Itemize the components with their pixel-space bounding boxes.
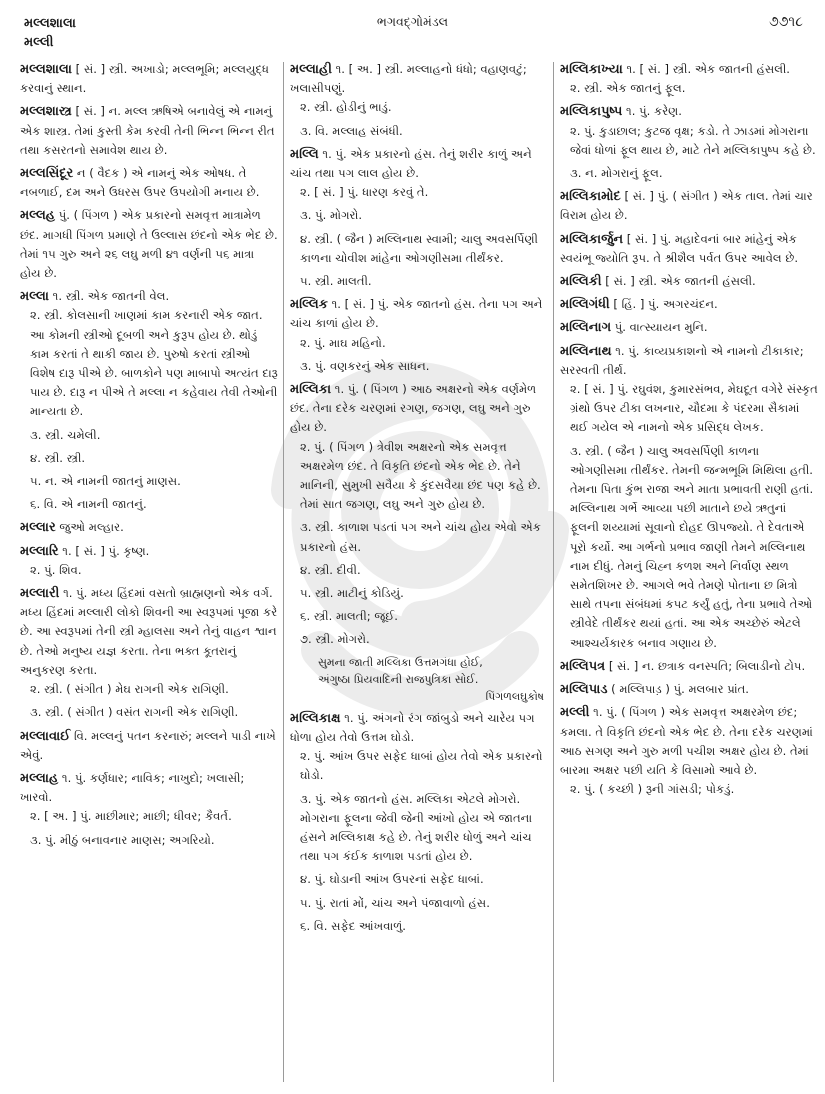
- dictionary-entry: [290, 145, 548, 291]
- definition-text: [ સં. ] ન. છત્રાક વનસ્પતિ; બિલાડીનો ટોપ.: [605, 658, 806, 673]
- sense: ૩. સ્ત્રી. ( જૈન ) ચાલુ અવસર્પિણી કાળના ઓગણીસમા તીર્થંકર. તેમની જન્મભૂમિ મિથિલા હતી. તેમના પિતા કુંભ રાજા અને માતા પ્રભાવતી રાણી હતાં. મલ્લિનાથ ગર્ભે આવ્યા પછી માતાને છયે ઋતુનાં ફૂલની શય્યામાં સૂવાનો દોહદ ઊપજ્યો. તે દેવતાએ પૂરો કર્યો. આ ગર્ભનો પ્રભાવ જાણી તેમને મલ્લિનાથ નામ દીધું. તેમનું ચિહ્ન કળશ અને નિર્વાણ સ્થળ સમેતશિખર છે. આગલે ભવે તેમણે પોતાના છ મિત્રો સાથે તપના સંબંધમાં કપટ કર્યું હતું, તેના પ્રભાવે તેઓ સ્ત્રીવેદે તીર્થંકર થયાં હતાં. આ એક અચ્છેરું એટલે આશ્ચર્યકારક બનાવ ગણાય છે.: [570, 443, 814, 650]
- definition-text: [ સં. ] પું. મહાદેવનાં બાર માંહેનું એક સ્વયંભૂ જ્યોતિ રૂપ. તે શ્રીશૈલ પર્વત ઉપર આવેલ છે.: [560, 231, 799, 265]
- quotation-source: પિંગળલઘુકોષ: [485, 689, 544, 703]
- dictionary-entry: [20, 584, 278, 722]
- column-2: [290, 60, 548, 1090]
- entry-definition: [560, 342, 818, 380]
- sense: ૨. [ અ. ] પું. માછીમાર; માછી; ધીવર; કૈવર્ત.: [30, 809, 232, 824]
- dictionary-entry: [560, 657, 818, 676]
- dictionary-entry: [20, 102, 278, 160]
- dictionary-entry: [20, 542, 278, 580]
- definition-text: ૧. પું. કાવ્યપ્રકાશનો એ નામનો ટીકાકાર; સરસ્વતી તીર્થ.: [560, 343, 804, 377]
- headword: મલ્લિકાખ્યા: [560, 62, 623, 77]
- dictionary-entry: [560, 230, 818, 268]
- sense: ૩. સ્ત્રી. ( સંગીત ) વસંત રાગની એક રાગિણી.: [30, 705, 239, 720]
- entry-definition: [290, 380, 548, 438]
- definition-text: [ હિં. ] પું. અગરચંદન.: [609, 297, 718, 312]
- sense: ૨. સ્ત્રી. હોડીનું ભાડું.: [300, 100, 392, 115]
- dictionary-entry: [560, 272, 818, 291]
- headword: મલ્લશાલા: [20, 62, 72, 77]
- sense: ૬. સ્ત્રી. માલતી; જૂઈ.: [300, 609, 398, 624]
- definition-text: ૧. પું. ( પિંગળ ) એક સમવૃત્ત અક્ષરમેળ છંદ; કમલા. તે વિકૃતિ છંદનો એક ભેદ છે. તેના દરેક ચરણમાં આઠ સગણ અને ગુરુ મળી પચીશ અક્ષર હોય છે. તેમાં બારમા અક્ષર પછી યતિ કે વિસામો આવે છે.: [560, 705, 813, 777]
- headword: મલ્લાહ: [20, 770, 59, 786]
- dictionary-entry: [560, 60, 818, 98]
- headword: મલ્લિકાર્જુન: [560, 231, 624, 247]
- guide-word-first: મલ્લશાલા: [24, 16, 76, 31]
- sense: ૬. વિ. એ નામની જાતનું.: [30, 497, 147, 512]
- dictionary-entry: [560, 102, 818, 183]
- headword: મલ્લિકામોદ: [560, 189, 621, 205]
- sense: ૩. પું. વણકરનું એક સાધન.: [300, 358, 430, 373]
- definition-text: ( મલ્લિપાડ઼ ) પું. મલબાર પ્રાંત.: [607, 682, 749, 697]
- definition-text: ૧. પું. એક પ્રકારનો હંસ. તેનું શરીર કાળું અને ચાંચ તથા પગ લાલ હોય છે.: [290, 146, 532, 181]
- entry-definition: [20, 206, 278, 283]
- headword: મલ્લહ: [20, 208, 56, 224]
- entry-definition: [560, 318, 818, 337]
- headword: મલ્લિનાગ: [560, 320, 612, 336]
- entry-definition: [20, 287, 278, 306]
- sense: ૨. પું. ( પિંગળ ) ત્રેવીશ અક્ષરનો એક સમવૃત્ત અક્ષરમેળ છંદ. તે વિકૃતિ છંદનો એક ભેદ છે. તેને માનિની, સુમુખી સવૈયા કે કુંદસવૈયા છંદ પણ કહે છે. તેમાં સાત જગણ, લઘુ અને ગુરુ હોય છે.: [300, 439, 541, 512]
- sense: ૩. પું. એક જાતનો હંસ. મલ્લિકા એટલે મોગરો. મોગરાના ફૂલના જેવી જેની આંખો હોય એ જાતના હંસને મલ્લિકાક્ષ કહે છે. તેનું શરીર ધોળું અને ચાંચ તથા પગ કંઈક કાળાશ પડતાં હોય છે.: [300, 791, 533, 864]
- dictionary-entry: [20, 287, 278, 514]
- headword: મલ્લા: [20, 289, 49, 305]
- running-title: ભગવદ્ગોમંડલ: [376, 14, 449, 29]
- dictionary-entry: [20, 518, 278, 537]
- entry-definition: [20, 518, 278, 537]
- entry-definition: [560, 230, 818, 268]
- entry-definition: [20, 584, 278, 680]
- dictionary-entry: [560, 703, 818, 799]
- dictionary-entry: [20, 164, 278, 202]
- entry-definition: [560, 102, 818, 121]
- definition-text: ૧. પું. મધ્ય હિંદમાં વસતો બ્રાહ્મણનો એક વર્ગ. મધ્ય હિંદમાં મલ્લારી લોકો શિવની આ સ્વરૂપમાં પૂજા કરે છે. આ સ્વરૂપમાં તેની સ્ત્રી મ્હાલસા અને તેનું વાહન શ્વાન છે. તેઓ મનુષ્ય યજ્ઞ કરતા. તેના ભક્ત કૂતરાનું અનુકરણ કરતા.: [20, 586, 278, 677]
- definition-text: ૧. પું. કરેણ.: [622, 104, 682, 119]
- definition-text: ૧. [ સં. ] સ્ત્રી. એક જાતની હંસલી.: [622, 62, 790, 76]
- definition-text: ૧. પું. કર્ણધાર; નાવિક; નાખુદો; ખલાસી; ખારવો.: [20, 770, 245, 805]
- entry-definition: [560, 272, 818, 291]
- sense: ૪. સ્ત્રી. સ્ત્રી.: [30, 450, 86, 465]
- entry-definition: [560, 657, 818, 676]
- dictionary-entry: [290, 380, 548, 705]
- headword: મલ્લારી: [20, 586, 60, 602]
- sense: ૨. પું. આંખ ઉપર સફેદ ધાબાં હોય તેવો એક પ્રકારનો ઘોડો.: [300, 749, 543, 783]
- sense: ૩. ન. મોગરાનું ફૂલ.: [570, 166, 663, 181]
- entry-definition: [290, 60, 548, 98]
- entry-definition: [560, 187, 818, 225]
- entry-definition: [290, 145, 548, 183]
- sense: ૨. સ્ત્રી. ( સંગીત ) મેઘ રાગની એક રાગિણી.: [30, 682, 229, 697]
- headword: મલ્લિક: [290, 297, 328, 313]
- column-3: [560, 60, 818, 1090]
- entry-definition: [560, 60, 818, 79]
- entry-definition: [20, 769, 278, 807]
- sense: ૪. પું. ઘોડાની આંખ ઉપરનાં સફેદ ધાબાં.: [300, 872, 484, 887]
- dictionary-entry: [560, 680, 818, 699]
- definition-text: ૧. પું. અંગનો રંગ જાંબુડો અને ચારેય પગ ધોળા હોય તેવો ઉત્તમ ઘોડો.: [290, 710, 535, 744]
- definition-text: ૧. [ અ. ] સ્ત્રી. મલ્લાહનો ધંધો; વહાણવટું; ખલાસીપણું.: [290, 62, 527, 96]
- sense: ૭. સ્ત્રી. મોગરો.: [300, 632, 370, 647]
- dictionary-entry: [560, 342, 818, 653]
- dictionary-entry: [20, 60, 278, 98]
- dictionary-entry: [560, 318, 818, 337]
- headword: મલ્લિકા: [290, 382, 332, 398]
- entry-definition: [560, 680, 818, 699]
- page-number: ૭૭૧૮: [768, 14, 803, 30]
- headword: મલ્લાર: [20, 520, 56, 536]
- dictionary-columns: [20, 60, 820, 1090]
- entry-definition: [20, 727, 278, 765]
- entry-definition: [290, 709, 548, 747]
- sense: ૩. પું. મોગરો.: [300, 208, 363, 223]
- headword: મલ્લિકાક્ષ: [290, 710, 341, 726]
- dictionary-entry: [20, 727, 278, 765]
- entry-definition: [20, 542, 278, 561]
- sense: ૨. સ્ત્રી. એક જાતનું ફૂલ.: [570, 81, 686, 96]
- entry-definition: [560, 295, 818, 314]
- quotation-line: સુમના જાતી મલ્લિકા ઉત્તમગંધા હોઈ,: [318, 655, 483, 669]
- definition-text: [ સં. ] ન. મલ્લ ઋષિએ બનાવેલું એ નામનું એક શાસ્ત્ર. તેમાં કુસ્તી કેમ કરવી તેની ભિન્ન ભિન્ન રીત તથા કસરતનો સમાવેશ થાય છે.: [20, 104, 275, 157]
- headword: મલ્લશાસ્ત્ર: [20, 104, 72, 120]
- sense: ૩. સ્ત્રી. કાળાશ પડતાં પગ અને ચાંચ હોય એવો એક પ્રકારનો હંસ.: [300, 520, 541, 554]
- headword: મલ્લિકી: [560, 274, 602, 290]
- dictionary-entry: [560, 187, 818, 225]
- definition-text: જુઓ મલ્હાર.: [55, 520, 124, 535]
- sense: ૨. પું. ( કચ્છી ) રૂની ગાંસડી; પોકડું.: [570, 782, 735, 797]
- sense: ૪. સ્ત્રી. દીવી.: [300, 562, 361, 577]
- headword: મલ્લિનાથ: [560, 343, 612, 359]
- headword: મલ્લસિંદૂર: [20, 166, 74, 182]
- column-1: [20, 60, 278, 1090]
- headword: મલ્લિપત્ર: [560, 658, 606, 674]
- definition-text: વિ. મલ્લનું પતન કરનારું; મલ્લને પાડી નાખે એવું.: [20, 728, 276, 762]
- sense: ૨. પું. કુડાછાલ; કુટજ વૃક્ષ; કડો. તે ઝાડમાં મોગરાના જેવાં ધોળાં ફૂલ થાય છે, માટે તેને મલ્લિકાપુષ્પ કહે છે.: [570, 123, 816, 157]
- definition-text: [ સં. ] સ્ત્રી. અખાડો; મલ્લભૂમિ; મલ્લયુદ્ધ કરવાનું સ્થાન.: [20, 62, 269, 96]
- headword: મલ્લી: [560, 705, 590, 721]
- definition-text: ૧. સ્ત્રી. એક જાતની વેલ.: [48, 289, 170, 304]
- headword: મલ્લાહી: [290, 62, 332, 77]
- sense: ૪. સ્ત્રી. ( જૈન ) મલ્લિનાથ સ્વામી; ચાલુ અવસર્પિણી કાળના ચોવીશ માંહેના ઓગણીસમા તીર્થંકર.: [300, 231, 538, 265]
- dictionary-entry: [20, 769, 278, 850]
- definition-text: ૧. [ સં. ] પું. કૃષ્ણ.: [58, 543, 150, 558]
- sense: ૫. ન. એ નામની જાતનું માણસ.: [30, 474, 181, 489]
- guide-word-last: મલ્લી: [24, 35, 54, 50]
- headword: મલ્લારિ: [20, 543, 59, 559]
- sense: ૨. [ સં. ] પું. રઘુવંશ, કુમારસંભવ, મેઘદૂત વગેરે સંસ્કૃત ગ્રંથો ઉપર ટીકા લખનાર, ચૌદમા કે પંદરમા સૈકામાં થઈ ગયેલ એ નામનો એક પ્રસિદ્ધ લેખક.: [570, 382, 818, 435]
- definition-text: ન ( વૈદક ) એ નામનું એક ઓષધ. તે નબળાઈ, દમ અને ઉધરસ ઉપર ઉપયોગી મનાય છે.: [20, 166, 260, 200]
- definition-text: [ સં. ] સ્ત્રી. એક જાતની હંસલી.: [601, 274, 756, 289]
- dictionary-entry: [290, 709, 548, 936]
- definition-text: ૧. [ સં. ] પું. એક જાતનો હંસ. તેના પગ અને ચાંચ કાળાં હોય છે.: [290, 297, 543, 331]
- dictionary-entry: [560, 295, 818, 314]
- headword: મલ્લિપાડ: [560, 682, 608, 698]
- headword: મલ્લાવાઈ: [20, 728, 71, 744]
- headword: મલ્લિગંધી: [560, 297, 610, 313]
- sense: ૫. સ્ત્રી. માટીનું કોડિયું.: [300, 586, 404, 601]
- definition-text: પું. ( પિંગળ ) એક પ્રકારનો સમવૃત્ત માત્રામેળ છંદ. માગધી પિંગળ પ્રમાણે તે ઉલ્લાસ છંદનો એક ભેદ છે. તેમાં ૧૫ ગુરુ અને ૨૬ લઘુ મળી ૪૧ વર્ણની ૫૬ માત્રા હોય છે.: [20, 208, 278, 281]
- sense: ૨. પું. શિવ.: [30, 562, 82, 577]
- sense: ૬. વિ. સફેદ આંખવાળું.: [300, 918, 406, 933]
- entry-definition: [560, 703, 818, 780]
- quotation-line: અંગુષ્ઠા પ્રિયવાદિની રાજપુત્રિકા સોઈ.: [318, 672, 479, 686]
- sense: ૨. પું. માઘ મહિનો.: [300, 335, 386, 350]
- definition-text: પું. વાત્સ્યાયન મુનિ.: [611, 320, 708, 335]
- definition-text: ૧. પું. ( પિંગળ ) આઠ અક્ષરનો એક વર્ણમેળ છંદ. તેના દરેક ચરણમાં રગણ, જગણ, લઘુ અને ગુરુ હોય છે.: [290, 382, 537, 435]
- sense: ૫. પું. રાતાં મોં, ચાંચ અને પંજાવાળો હંસ.: [300, 895, 490, 910]
- entry-definition: [20, 164, 278, 202]
- sense: ૨. સ્ત્રી. કોલસાની ખાણમાં કામ કરનારી એક જાત. આ કોમની સ્ત્રીઓ દૂબળી અને કુરૂપ હોય છે. થોડું કામ કરતાં તે થાકી જાય છે. પુરુષો કરતાં સ્ત્રીઓ વિશેષ દારૂ પીએ છે. બાળકોને પણ માબાપો અત્યંત દારૂ પાય છે. દારૂ ન પીએ તે મલ્લા ન કહેવાય તેવી તેઓની માન્યતા છે.: [30, 308, 278, 419]
- page-header: [0, 0, 825, 58]
- entry-definition: [20, 102, 278, 160]
- sense: ૩. સ્ત્રી. ચમેલી.: [30, 427, 101, 442]
- definition-text: [ સં. ] પું. ( સંગીત ) એક તાલ. તેમાં ચાર વિરામ હોય છે.: [560, 189, 813, 223]
- dictionary-entry: [20, 206, 278, 283]
- sense: ૩. પું. મીઠું બનાવનાર માણસ; અગરિયો.: [30, 832, 215, 847]
- headword: મલ્લિ: [290, 146, 319, 162]
- entry-definition: [290, 295, 548, 333]
- sense: ૨. [ સં. ] પું. ધારણ કરવું તે.: [300, 185, 429, 200]
- dictionary-entry: [290, 295, 548, 376]
- entry-definition: [20, 60, 278, 98]
- sense: ૫. સ્ત્રી. માલતી.: [300, 274, 372, 289]
- sense: ૩. વિ. મલ્લાહ સંબંધી.: [300, 123, 403, 138]
- dictionary-entry: [290, 60, 548, 141]
- headword: મલ્લિકાપુષ્પ: [560, 104, 623, 120]
